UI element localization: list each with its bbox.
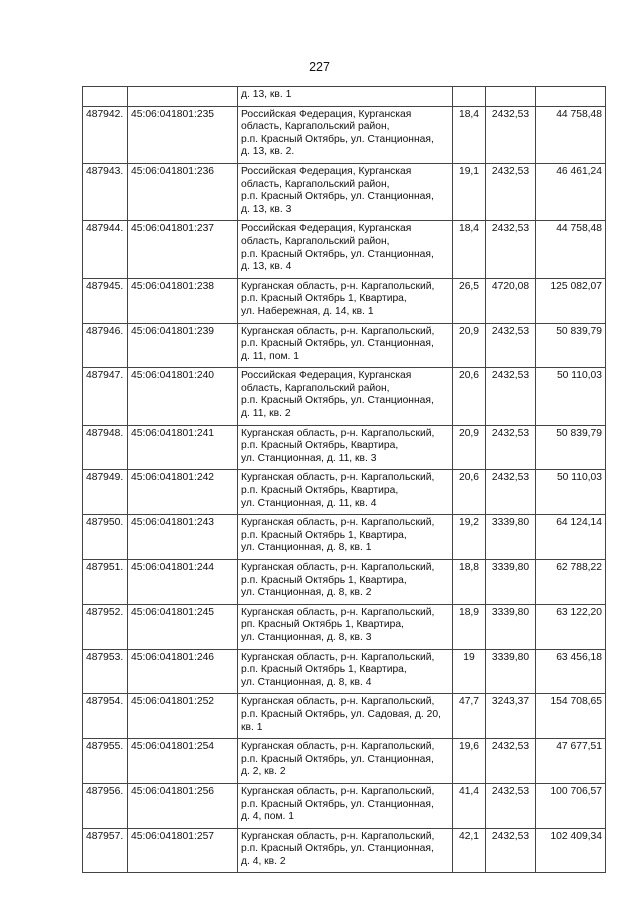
price-cell: 3339,80 bbox=[486, 560, 536, 605]
address-line: р.п. Красный Октябрь, Квартира, bbox=[241, 440, 399, 452]
address-line: рп. Красный Октябрь 1, Квартира, bbox=[241, 619, 404, 631]
address-cell bbox=[238, 604, 453, 649]
row-number-cell: 487954. bbox=[83, 694, 128, 739]
address-line: область, Каргапольский район, bbox=[241, 121, 390, 133]
area-cell bbox=[453, 87, 486, 107]
address-cell bbox=[238, 560, 453, 605]
total-value-cell: 63 456,18 bbox=[536, 649, 606, 694]
address-line: Курганская область, р-н. Каргапольский, bbox=[241, 651, 435, 663]
area-cell: 19 bbox=[453, 649, 486, 694]
row-number-cell: 487957. bbox=[83, 828, 128, 873]
address-line: д. 4, кв. 2 bbox=[241, 855, 286, 867]
price-cell bbox=[486, 87, 536, 107]
row-number-cell: 487942. bbox=[83, 106, 128, 163]
table-row bbox=[83, 470, 606, 515]
table-row bbox=[83, 649, 606, 694]
address-cell bbox=[238, 163, 453, 220]
address-line: ул. Набережная, д. 14, кв. 1 bbox=[241, 305, 374, 317]
row-number-cell: 487955. bbox=[83, 739, 128, 784]
row-number-cell: 487943. bbox=[83, 163, 128, 220]
address-line: р.п. Красный Октябрь 1, Квартира, bbox=[241, 574, 407, 586]
row-number-cell: 487945. bbox=[83, 278, 128, 323]
table-row bbox=[83, 694, 606, 739]
row-number-cell: 487956. bbox=[83, 783, 128, 828]
area-cell: 18,8 bbox=[453, 560, 486, 605]
total-value-cell: 44 758,48 bbox=[536, 221, 606, 278]
price-cell: 2432,53 bbox=[486, 470, 536, 515]
address-line: Российская Федерация, Курганская bbox=[241, 370, 412, 382]
address-line: ул. Станционная, д. 8, кв. 3 bbox=[241, 631, 372, 643]
cadastral-number-cell: 45:06:041801:240 bbox=[128, 368, 238, 425]
price-cell: 2432,53 bbox=[486, 106, 536, 163]
address-cell bbox=[238, 323, 453, 368]
address-line: р.п. Красный Октябрь, ул. Станционная, bbox=[241, 753, 434, 765]
total-value-cell: 100 706,57 bbox=[536, 783, 606, 828]
price-cell: 2432,53 bbox=[486, 163, 536, 220]
address-line: Курганская область, р-н. Каргапольский, bbox=[241, 785, 435, 797]
property-registry-table bbox=[82, 86, 606, 873]
table-row bbox=[83, 368, 606, 425]
total-value-cell: 154 708,65 bbox=[536, 694, 606, 739]
price-cell: 2432,53 bbox=[486, 425, 536, 470]
address-line: область, Каргапольский район, bbox=[241, 382, 390, 394]
total-value-cell: 63 122,20 bbox=[536, 604, 606, 649]
address-line: р.п. Красный Октябрь 1, Квартира, bbox=[241, 529, 407, 541]
cadastral-number-cell: 45:06:041801:235 bbox=[128, 106, 238, 163]
address-line: Курганская область, р-н. Каргапольский, bbox=[241, 325, 435, 337]
address-line: д. 11, кв. 2 bbox=[241, 408, 291, 420]
price-cell: 2432,53 bbox=[486, 828, 536, 873]
address-line: Курганская область, р-н. Каргапольский, bbox=[241, 472, 435, 484]
table-row bbox=[83, 425, 606, 470]
address-cell bbox=[238, 368, 453, 425]
address-cell bbox=[238, 515, 453, 560]
total-value-cell: 62 788,22 bbox=[536, 560, 606, 605]
address-line: Курганская область, р-н. Каргапольский, bbox=[241, 741, 435, 753]
address-cell bbox=[238, 221, 453, 278]
address-cell bbox=[238, 739, 453, 784]
page-number: 227 bbox=[309, 60, 330, 74]
area-cell: 19,6 bbox=[453, 739, 486, 784]
table-row bbox=[83, 221, 606, 278]
address-line: область, Каргапольский район, bbox=[241, 178, 390, 190]
area-cell: 20,6 bbox=[453, 470, 486, 515]
area-cell: 19,1 bbox=[453, 163, 486, 220]
address-line: р.п. Красный Октябрь, ул. Станционная, bbox=[241, 843, 434, 855]
address-line: р.п. Красный Октябрь, ул. Станционная, bbox=[241, 798, 434, 810]
price-cell: 2432,53 bbox=[486, 739, 536, 784]
table-row bbox=[83, 560, 606, 605]
row-number-cell: 487948. bbox=[83, 425, 128, 470]
row-number-cell: 487952. bbox=[83, 604, 128, 649]
address-line: р.п. Красный Октябрь, ул. Садовая, д. 20, bbox=[241, 708, 441, 720]
area-cell: 26,5 bbox=[453, 278, 486, 323]
area-cell: 42,1 bbox=[453, 828, 486, 873]
cadastral-number-cell: 45:06:041801:256 bbox=[128, 783, 238, 828]
row-number-cell: 487951. bbox=[83, 560, 128, 605]
address-line: р.п. Красный Октябрь 1, Квартира, bbox=[241, 664, 407, 676]
total-value-cell: 50 839,79 bbox=[536, 323, 606, 368]
table-row bbox=[83, 278, 606, 323]
row-number-cell: 487950. bbox=[83, 515, 128, 560]
row-number-cell: 487944. bbox=[83, 221, 128, 278]
address-line: ул. Станционная, д. 11, кв. 3 bbox=[241, 452, 377, 464]
row-number-cell: 487947. bbox=[83, 368, 128, 425]
cadastral-number-cell: 45:06:041801:236 bbox=[128, 163, 238, 220]
price-cell: 2432,53 bbox=[486, 783, 536, 828]
address-line: Курганская область, р-н. Каргапольский, bbox=[241, 606, 435, 618]
total-value-cell: 64 124,14 bbox=[536, 515, 606, 560]
address-cell bbox=[238, 694, 453, 739]
price-cell: 3339,80 bbox=[486, 649, 536, 694]
area-cell: 20,9 bbox=[453, 425, 486, 470]
address-line: д. 2, кв. 2 bbox=[241, 766, 286, 778]
total-value-cell: 125 082,07 bbox=[536, 278, 606, 323]
total-value-cell: 47 677,51 bbox=[536, 739, 606, 784]
area-cell: 47,7 bbox=[453, 694, 486, 739]
total-value-cell: 50 110,03 bbox=[536, 368, 606, 425]
table-row bbox=[83, 604, 606, 649]
address-line: область, Каргапольский район, bbox=[241, 235, 390, 247]
price-cell: 3339,80 bbox=[486, 515, 536, 560]
address-line: р.п. Красный Октябрь, ул. Станционная, bbox=[241, 248, 434, 260]
cadastral-number-cell: 45:06:041801:238 bbox=[128, 278, 238, 323]
address-line: д. 13, кв. 2. bbox=[241, 146, 295, 158]
address-line: кв. 1 bbox=[241, 721, 263, 733]
address-cell bbox=[238, 278, 453, 323]
address-line: д. 13, кв. 4 bbox=[241, 261, 292, 273]
table-row bbox=[83, 323, 606, 368]
row-number-cell bbox=[83, 87, 128, 107]
price-cell: 4720,08 bbox=[486, 278, 536, 323]
area-cell: 20,9 bbox=[453, 323, 486, 368]
address-line: д. 11, пом. 1 bbox=[241, 350, 299, 362]
table-row bbox=[83, 163, 606, 220]
address-line: д. 13, кв. 3 bbox=[241, 203, 292, 215]
cadastral-number-cell: 45:06:041801:237 bbox=[128, 221, 238, 278]
price-cell: 3243,37 bbox=[486, 694, 536, 739]
price-cell: 2432,53 bbox=[486, 323, 536, 368]
area-cell: 18,4 bbox=[453, 106, 486, 163]
cadastral-number-cell bbox=[128, 87, 238, 107]
address-cell bbox=[238, 470, 453, 515]
total-value-cell: 102 409,34 bbox=[536, 828, 606, 873]
table-row bbox=[83, 828, 606, 873]
cadastral-number-cell: 45:06:041801:244 bbox=[128, 560, 238, 605]
address-line: Курганская область, р-н. Каргапольский, bbox=[241, 696, 435, 708]
table-row bbox=[83, 515, 606, 560]
cadastral-number-cell: 45:06:041801:252 bbox=[128, 694, 238, 739]
price-cell: 3339,80 bbox=[486, 604, 536, 649]
area-cell: 18,4 bbox=[453, 221, 486, 278]
address-cell bbox=[238, 783, 453, 828]
cadastral-number-cell: 45:06:041801:243 bbox=[128, 515, 238, 560]
row-number-cell: 487946. bbox=[83, 323, 128, 368]
address-cell bbox=[238, 649, 453, 694]
table-row bbox=[83, 106, 606, 163]
total-value-cell: 50 839,79 bbox=[536, 425, 606, 470]
registry-table-body bbox=[83, 87, 606, 873]
cadastral-number-cell: 45:06:041801:254 bbox=[128, 739, 238, 784]
area-cell: 20,6 bbox=[453, 368, 486, 425]
address-line: Курганская область, р-н. Каргапольский, bbox=[241, 427, 435, 439]
address-line: р.п. Красный Октябрь, Квартира, bbox=[241, 485, 399, 497]
address-line: ул. Станционная, д. 11, кв. 4 bbox=[241, 497, 377, 509]
address-cell bbox=[238, 828, 453, 873]
address-line: Курганская область, р-н. Каргапольский, bbox=[241, 517, 435, 529]
address-line: р.п. Красный Октябрь 1, Квартира, bbox=[241, 293, 407, 305]
address-line: д. 13, кв. 1 bbox=[241, 89, 292, 100]
address-line: р.п. Красный Октябрь, ул. Станционная, bbox=[241, 395, 434, 407]
cadastral-number-cell: 45:06:041801:241 bbox=[128, 425, 238, 470]
total-value-cell bbox=[536, 87, 606, 107]
cadastral-number-cell: 45:06:041801:246 bbox=[128, 649, 238, 694]
address-line: Курганская область, р-н. Каргапольский, bbox=[241, 830, 435, 842]
area-cell: 18,9 bbox=[453, 604, 486, 649]
row-number-cell: 487953. bbox=[83, 649, 128, 694]
address-line: р.п. Красный Октябрь, ул. Станционная, bbox=[241, 338, 434, 350]
address-line: Российская Федерация, Курганская bbox=[241, 223, 412, 235]
table-row bbox=[83, 739, 606, 784]
price-cell: 2432,53 bbox=[486, 368, 536, 425]
address-cell bbox=[238, 87, 453, 107]
area-cell: 41,4 bbox=[453, 783, 486, 828]
row-number-cell: 487949. bbox=[83, 470, 128, 515]
cadastral-number-cell: 45:06:041801:239 bbox=[128, 323, 238, 368]
address-line: Российская Федерация, Курганская bbox=[241, 165, 412, 177]
cadastral-number-cell: 45:06:041801:257 bbox=[128, 828, 238, 873]
total-value-cell: 46 461,24 bbox=[536, 163, 606, 220]
continuation-row bbox=[83, 87, 606, 107]
area-cell: 19,2 bbox=[453, 515, 486, 560]
address-line: р.п. Красный Октябрь, ул. Станционная, bbox=[241, 133, 434, 145]
table-row bbox=[83, 783, 606, 828]
address-line: д. 4, пом. 1 bbox=[241, 811, 295, 823]
address-line: р.п. Красный Октябрь, ул. Станционная, bbox=[241, 191, 434, 203]
price-cell: 2432,53 bbox=[486, 221, 536, 278]
cadastral-number-cell: 45:06:041801:242 bbox=[128, 470, 238, 515]
address-cell bbox=[238, 106, 453, 163]
address-line: ул. Станционная, д. 8, кв. 1 bbox=[241, 542, 372, 554]
cadastral-number-cell: 45:06:041801:245 bbox=[128, 604, 238, 649]
total-value-cell: 44 758,48 bbox=[536, 106, 606, 163]
address-line: Курганская область, р-н. Каргапольский, bbox=[241, 280, 435, 292]
address-line: ул. Станционная, д. 8, кв. 4 bbox=[241, 676, 372, 688]
total-value-cell: 50 110,03 bbox=[536, 470, 606, 515]
address-line: Курганская область, р-н. Каргапольский, bbox=[241, 562, 435, 573]
address-line: Российская Федерация, Курганская bbox=[241, 108, 412, 120]
address-line: ул. Станционная, д. 8, кв. 2 bbox=[241, 587, 372, 599]
address-cell bbox=[238, 425, 453, 470]
